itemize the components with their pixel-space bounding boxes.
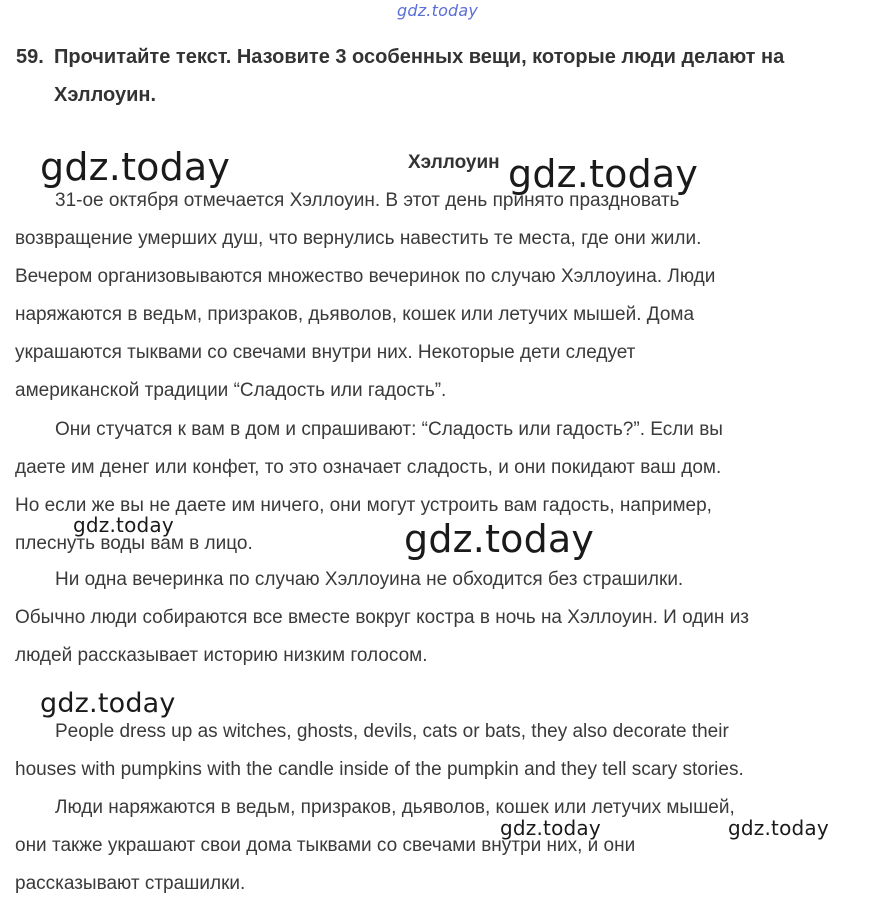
watermark: gdz.today bbox=[404, 517, 595, 561]
paragraph-line: Они стучатся к вам в дом и спрашивают: “Сладость или гадость?”. Если вы bbox=[55, 419, 723, 440]
task-text-line-2: Хэллоуин. bbox=[54, 84, 157, 106]
paragraph-line: Но если же вы не даете им ничего, они могут устроить вам гадость, например, bbox=[15, 495, 712, 516]
paragraph-3 bbox=[15, 561, 873, 675]
paragraph-line: украшаются тыквами со свечами внутри них. Некоторые дети следует bbox=[15, 342, 636, 363]
watermark-top: gdz.today bbox=[397, 1, 479, 20]
paragraph-1 bbox=[15, 182, 873, 410]
answer-russian bbox=[15, 789, 873, 903]
paragraph-line: людей рассказывает историю низким голосом. bbox=[15, 645, 428, 666]
watermark: gdz.today bbox=[40, 145, 231, 189]
answer-line: People dress up as witches, ghosts, devils, cats or bats, they also decorate their bbox=[55, 721, 729, 742]
text-title: Хэллоуин bbox=[408, 152, 500, 173]
answer-line: Люди наряжаются в ведьм, призраков, дьяволов, кошек или летучих мышей, bbox=[55, 797, 735, 818]
paragraph-line: Вечером организовываются множество вечеринок по случаю Хэллоуина. Люди bbox=[15, 266, 716, 287]
watermark: gdz.today bbox=[508, 152, 699, 196]
answer-line: houses with pumpkins with the candle inside of the pumpkin and they tell scary stories. bbox=[15, 759, 744, 780]
task-text-line-1: Прочитайте текст. Назовите 3 особенных вещи, которые люди делают на bbox=[54, 46, 785, 68]
task-heading bbox=[16, 38, 874, 114]
paragraph-line: Обычно люди собираются все вместе вокруг костра в ночь на Хэллоуин. И один из bbox=[15, 607, 750, 628]
paragraph-line: наряжаются в ведьм, призраков, дьяволов, кошек или летучих мышей. Дома bbox=[15, 304, 695, 325]
paragraph-line: даете им денег или конфет, то это означает сладость, и они покидают ваш дом. bbox=[15, 457, 722, 478]
answer-english bbox=[15, 713, 873, 789]
watermark: gdz.today bbox=[500, 816, 601, 840]
task-number: 59. bbox=[16, 46, 44, 68]
answer-line: они также украшают свои дома тыквами со свечами внутри них, и они bbox=[15, 835, 636, 856]
watermark: gdz.today bbox=[728, 816, 829, 840]
paragraph-line: 31-ое октября отмечается Хэллоуин. В этот день принято праздновать bbox=[55, 190, 680, 211]
answer-line: рассказывают страшилки. bbox=[15, 873, 246, 894]
paragraph-line: возвращение умерших душ, что вернулись навестить те места, где они жили. bbox=[15, 228, 702, 249]
paragraph-line: плеснуть воды вам в лицо. bbox=[15, 533, 253, 554]
watermark: gdz.today bbox=[73, 513, 174, 537]
paragraph-line: американской традиции “Сладость или гадость”. bbox=[15, 380, 447, 401]
paragraph-line: Ни одна вечеринка по случаю Хэллоуина не обходится без страшилки. bbox=[55, 569, 684, 590]
watermark: gdz.today bbox=[40, 688, 176, 719]
